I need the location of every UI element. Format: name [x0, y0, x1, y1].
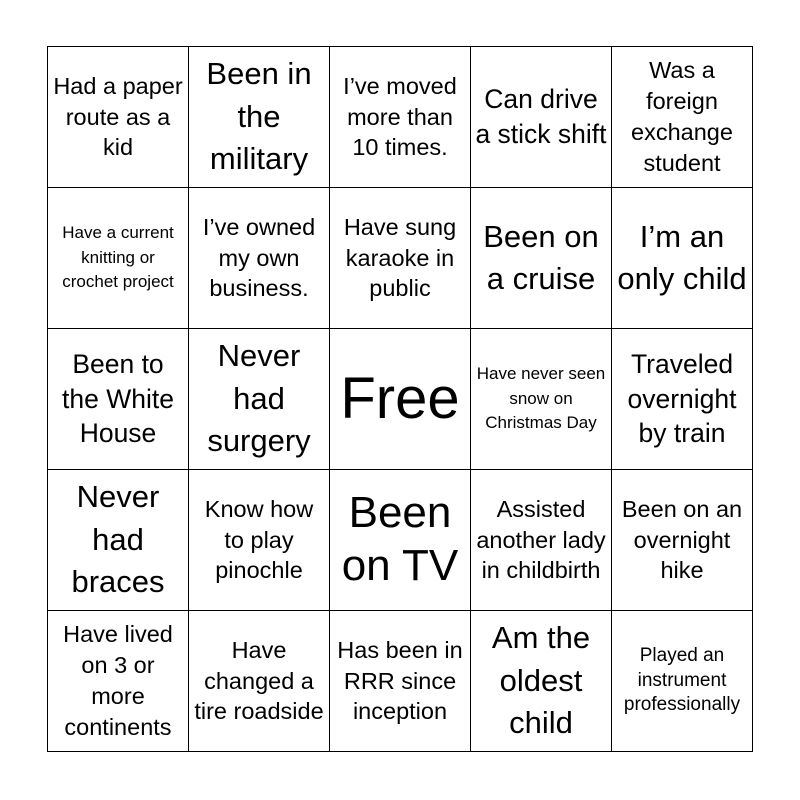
bingo-cell-r3c1[interactable]: Been to the White House — [48, 329, 189, 470]
bingo-cell-r3c2[interactable]: Never had surgery — [189, 329, 330, 470]
bingo-cell-r4c5[interactable]: Been on an overnight hike — [612, 470, 753, 611]
bingo-cell-r3c5[interactable]: Traveled overnight by train — [612, 329, 753, 470]
bingo-cell-r2c2[interactable]: I’ve owned my own business. — [189, 188, 330, 329]
bingo-cell-r1c1[interactable]: Had a paper route as a kid — [48, 47, 189, 188]
bingo-cell-r1c3[interactable]: I’ve moved more than 10 times. — [330, 47, 471, 188]
bingo-cell-r3c4[interactable]: Have never seen snow on Christmas Day — [471, 329, 612, 470]
bingo-cell-r2c1[interactable]: Have a current knitting or crochet project — [48, 188, 189, 329]
bingo-cell-r5c2[interactable]: Have changed a tire roadside — [189, 611, 330, 752]
bingo-cell-r5c4[interactable]: Am the oldest child — [471, 611, 612, 752]
bingo-cell-r2c4[interactable]: Been on a cruise — [471, 188, 612, 329]
bingo-free-space[interactable]: Free — [330, 329, 471, 470]
bingo-cell-r1c2[interactable]: Been in the military — [189, 47, 330, 188]
bingo-cell-r5c5[interactable]: Played an instrument professionally — [612, 611, 753, 752]
bingo-cell-r5c3[interactable]: Has been in RRR since inception — [330, 611, 471, 752]
bingo-cell-r4c1[interactable]: Never had braces — [48, 470, 189, 611]
bingo-cell-r1c5[interactable]: Was a foreign exchange student — [612, 47, 753, 188]
bingo-cell-r1c4[interactable]: Can drive a stick shift — [471, 47, 612, 188]
bingo-cell-r2c5[interactable]: I’m an only child — [612, 188, 753, 329]
bingo-cell-r4c3[interactable]: Been on TV — [330, 470, 471, 611]
bingo-cell-r4c4[interactable]: Assisted another lady in childbirth — [471, 470, 612, 611]
bingo-cell-r5c1[interactable]: Have lived on 3 or more continents — [48, 611, 189, 752]
bingo-cell-r4c2[interactable]: Know how to play pinochle — [189, 470, 330, 611]
bingo-cell-r2c3[interactable]: Have sung karaoke in public — [330, 188, 471, 329]
bingo-board — [47, 46, 753, 752]
